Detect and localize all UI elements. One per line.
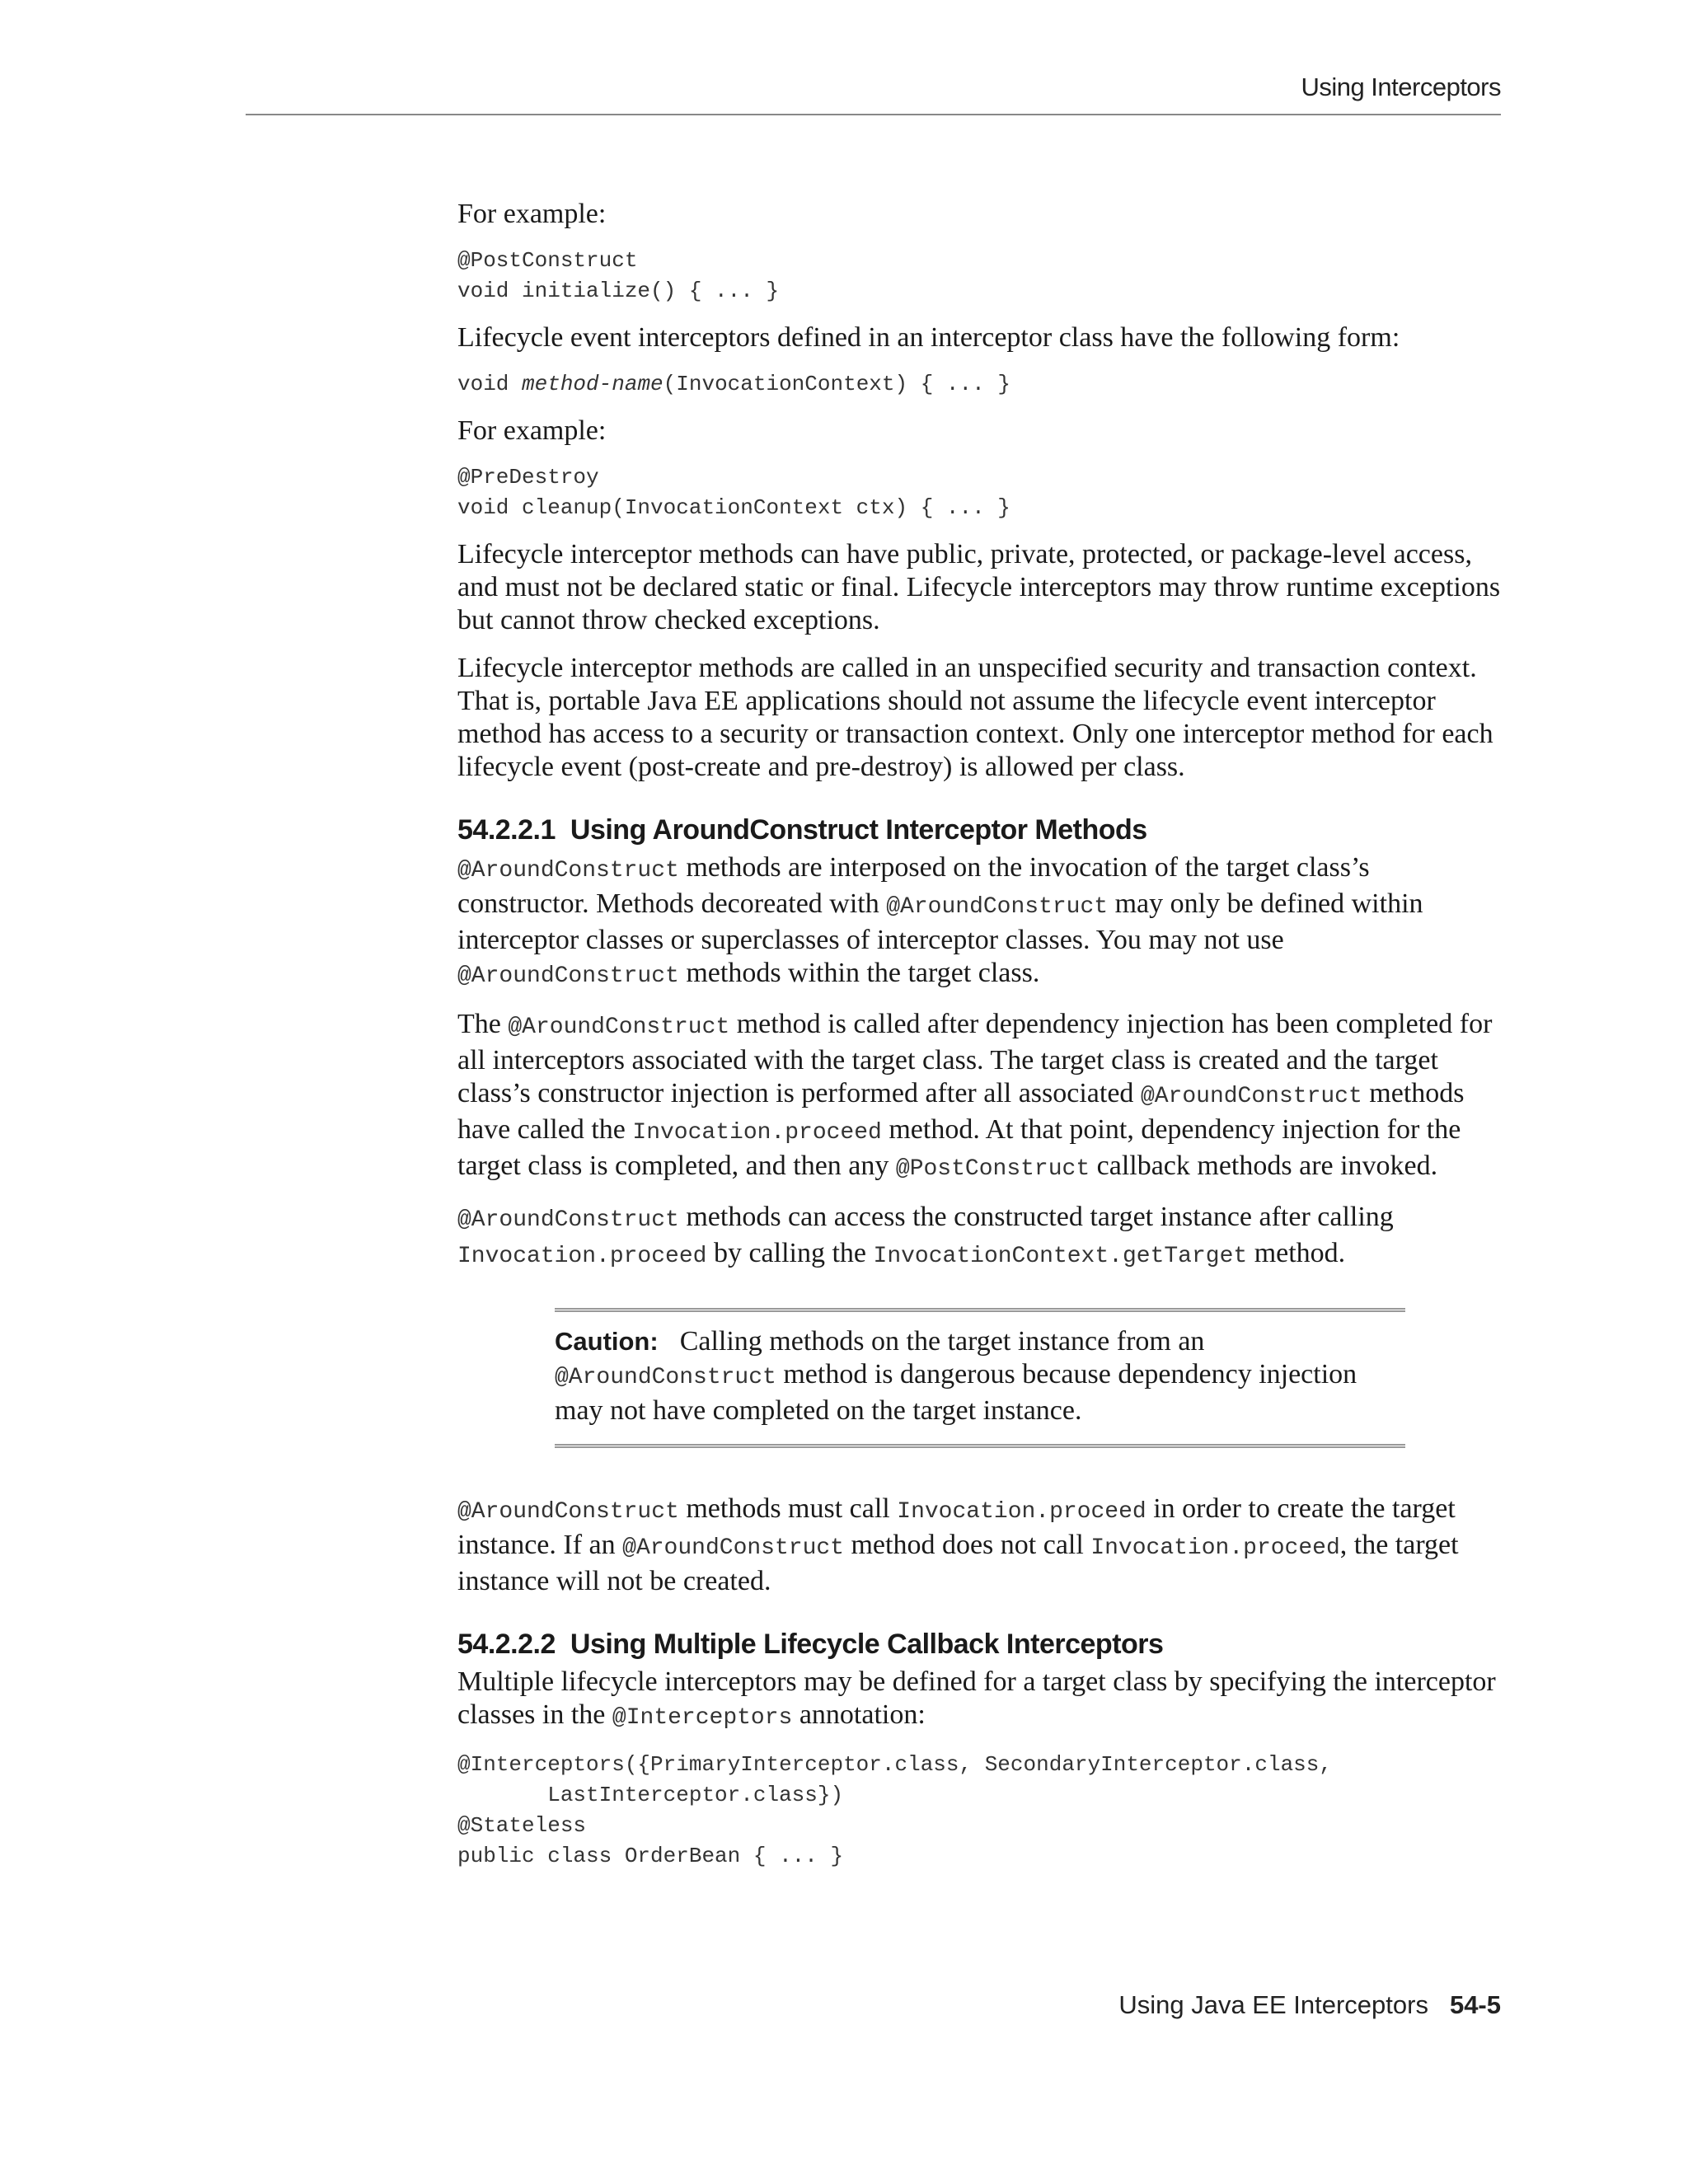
text-run: methods within the target class.: [678, 958, 1040, 988]
section-heading-aroundconstruct: [457, 812, 1503, 848]
inline-code: @Interceptors: [612, 1705, 793, 1731]
header-rule: [246, 114, 1501, 115]
section-title: Using Multiple Lifecycle Callback Interceptors: [570, 1629, 1164, 1660]
text-run: method. At that point, dependency injection for the target class is completed, and then any: [457, 1114, 1461, 1181]
inline-code: @PostConstruct: [895, 1156, 1090, 1182]
footer-book-title: Using Java EE Interceptors: [1118, 1990, 1428, 2019]
inline-code: @AroundConstruct: [508, 1015, 730, 1040]
text-run: methods are interposed on the invocation of the target class’s constructor. Methods decoreated with: [457, 852, 1370, 919]
code-postconstruct: @PostConstruct void initialize() { ... }: [457, 248, 780, 303]
paragraph-aroundconstruct-intro: [457, 851, 1503, 993]
text-run: methods can access the constructed target instance after calling: [678, 1202, 1394, 1232]
inline-code: @AroundConstruct: [622, 1535, 844, 1561]
code-sig-post: (InvocationContext) { ... }: [663, 372, 1010, 396]
text-run: methods have called the: [457, 1078, 1465, 1145]
text-run: method.: [1247, 1238, 1346, 1268]
code-sig-pre: void: [457, 372, 523, 396]
inline-code: @AroundConstruct: [1140, 1084, 1362, 1109]
text-run: callback methods are invoked.: [1090, 1151, 1438, 1181]
paragraph-aroundconstruct-proceed: [457, 1493, 1503, 1598]
inline-code: @AroundConstruct: [457, 1207, 679, 1233]
inline-code: @AroundConstruct: [886, 894, 1109, 920]
text-run: by calling the: [706, 1238, 874, 1268]
caution-box: [555, 1308, 1405, 1448]
inline-code: @AroundConstruct: [457, 963, 679, 989]
code-predestroy: @PreDestroy void cleanup(InvocationContext ctx) { ... }: [457, 465, 1010, 520]
running-header: Using Interceptors: [1301, 73, 1501, 101]
paragraph-context: Lifecycle interceptor methods are called in an unspecified security and transaction context. That is, portable Java EE applications should not assume the lifecycle event interceptor method has access to a security or transaction context. Only one interceptor method for each lifecycle event (post-create and pre-destroy) is allowed per class.: [457, 653, 1493, 782]
text-run: method is dangerous because dependency injection may not have completed on the target instance.: [555, 1359, 1357, 1426]
caution-text: [555, 1325, 1405, 1427]
inline-code: Invocation.proceed: [897, 1499, 1146, 1525]
lifecycle-form-intro: Lifecycle event interceptors defined in an interceptor class have the following form:: [457, 322, 1400, 353]
paragraph-aroundconstruct-order: [457, 1008, 1503, 1186]
inline-code: Invocation.proceed: [632, 1120, 882, 1146]
paragraph-aroundconstruct-access: [457, 1201, 1503, 1273]
text-run: Calling methods on the target instance from an: [679, 1326, 1205, 1357]
inline-code: @AroundConstruct: [457, 1499, 679, 1525]
section-title: Using AroundConstruct Interceptor Methods: [570, 814, 1147, 846]
text-run: methods must call: [678, 1493, 898, 1524]
section-heading-multiple-lifecycle: [457, 1626, 1503, 1662]
inline-code: @AroundConstruct: [457, 858, 679, 883]
for-example-label: For example:: [457, 199, 607, 229]
inline-code: InvocationContext.getTarget: [873, 1244, 1248, 1269]
paragraph-multiple-intro: [457, 1666, 1503, 1735]
text-run: , the target instance will not be created.: [457, 1530, 1459, 1596]
text-run: annotation:: [792, 1699, 926, 1730]
for-example-label-2: For example:: [457, 415, 607, 446]
inline-code: Invocation.proceed: [1090, 1535, 1340, 1561]
text-run: method does not call: [843, 1530, 1091, 1560]
page-number: 54-5: [1449, 1990, 1501, 2019]
text-run: method is called after dependency injection has been completed for all interceptors associated with the target class. The target class is created and the target class’s constructor injection is performed after all associated: [457, 1009, 1493, 1108]
text-run: in order to create the target instance. If an: [457, 1493, 1456, 1560]
page-footer: [1118, 1990, 1501, 2020]
code-interceptors-example: @Interceptors({PrimaryInterceptor.class, SecondaryInterceptor.class, LastInterceptor.class}) @Stateless public class OrderBean { ... }: [457, 1752, 1332, 1868]
code-method-signature: [457, 369, 1503, 400]
text-run: may only be defined within interceptor classes or superclasses of interceptor classes. You may not use: [457, 888, 1423, 955]
inline-code: Invocation.proceed: [457, 1244, 707, 1269]
text-run: Multiple lifecycle interceptors may be defined for a target class by specifying the interceptor classes in the: [457, 1666, 1496, 1730]
text-run: The: [457, 1009, 509, 1039]
code-sig-italic: method-name: [522, 372, 663, 396]
section-number: 54.2.2.1: [457, 814, 556, 846]
inline-code: @AroundConstruct: [555, 1365, 776, 1390]
page-content: [457, 198, 1503, 1886]
caution-label: Caution:: [555, 1327, 659, 1356]
section-number: 54.2.2.2: [457, 1629, 556, 1660]
paragraph-access: Lifecycle interceptor methods can have public, private, protected, or package-level access, and must not be declared static or final. Lifecycle interceptors may throw runtime exceptions but cannot throw checked exceptions.: [457, 539, 1501, 635]
